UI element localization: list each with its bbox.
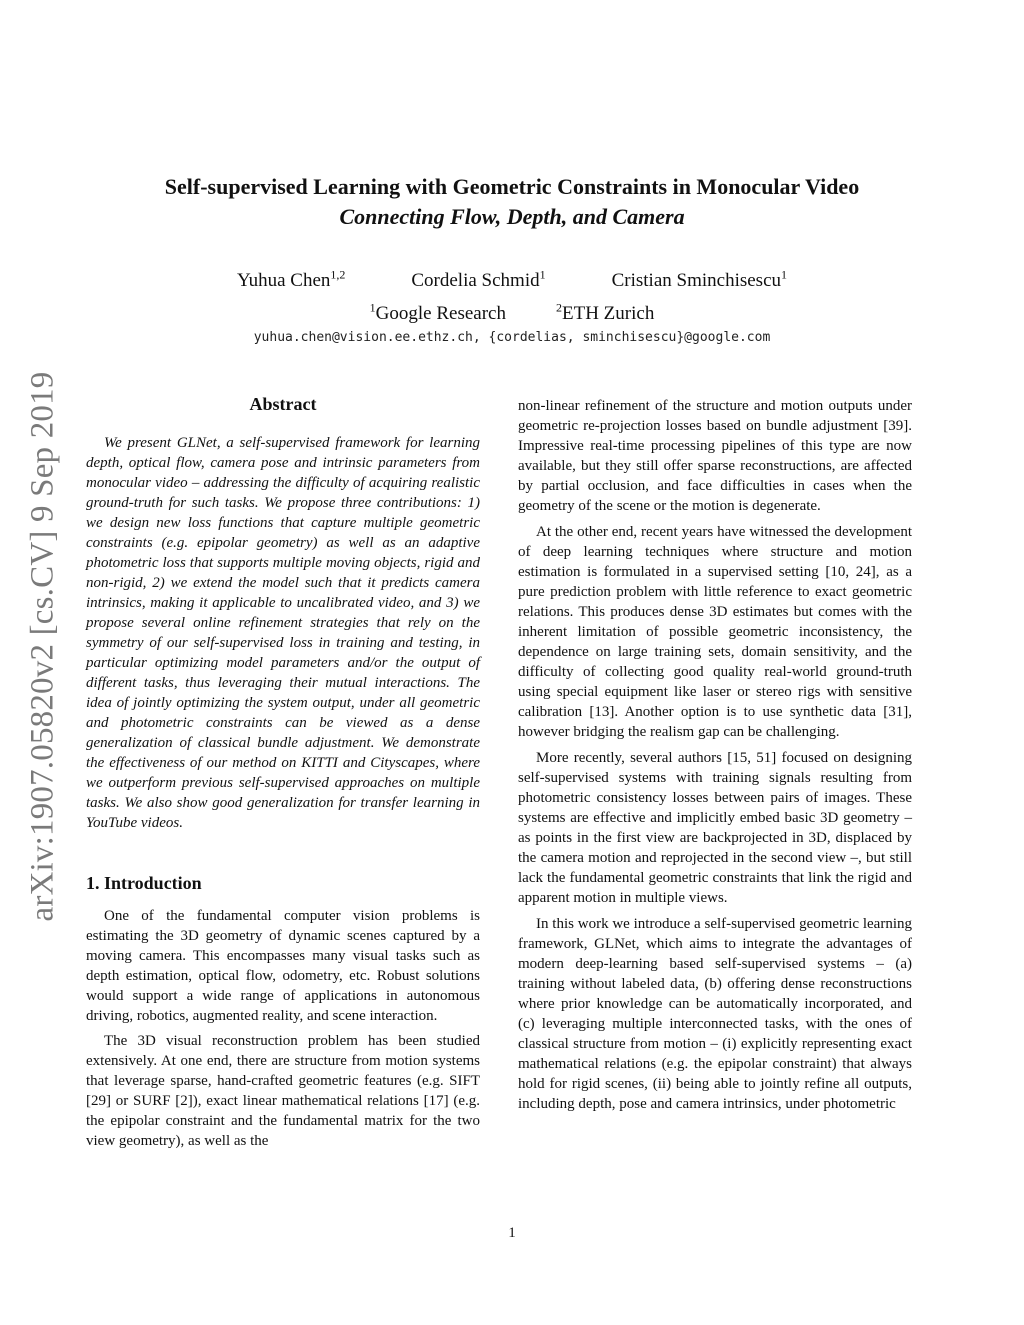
paragraph: One of the fundamental computer vision problems is estimating the 3D geometry of dynamic scenes captured by a moving camera. This encompasses many visual tasks such as depth estimation, optical flow, odometry, etc. Robust solutions would support a wide range of applications in autonomous driving, robotics, augmented reality, and scene interaction. <box>86 908 480 1024</box>
paragraph: In this work we introduce a self-supervised geometric learning framework, GLNet, which aims to integrate the advantages of modern deep-learning based self-supervised systems – (a) training without labeled data, (b) offering dense reconstructions where prior knowledge can be automatically incorporated, and (c) leveraging multiple interconnected tasks, with the ones of classical structure from motion – (i) explicitly representing exact mathematical relations (e.g. the epipolar constraint) that always hold for rigid scenes, (ii) being able to jointly refine all outputs, including depth, pose and camera intrinsics, under photometric <box>518 916 912 1112</box>
paper-title: Self-supervised Learning with Geometric Constraints in Monocular Video <box>164 174 860 199</box>
author-emails: yuhua.chen@vision.ee.ethz.ch, {cordelias, sminchisescu}@google.com <box>253 330 771 345</box>
paragraph: non-linear refinement of the structure and motion outputs under geometric re-projection losses based on bundle adjustment [39]. Impressive real-time processing pipelines of this type are now available, but they still offer sparse reconstructions, are affected by partial occlusion, and face difficulties in cases when the geometry of the scene or the motion is degenerate. <box>518 398 912 514</box>
author: Cordelia Schmid$^1$ <box>411 267 546 291</box>
introduction-heading: 1. Introduction <box>86 873 202 893</box>
title-block <box>0 172 1024 232</box>
paper-subtitle: Connecting Flow, Depth, and Camera <box>339 204 685 229</box>
left-column <box>86 394 480 1156</box>
paragraph: The 3D visual reconstruction problem has been studied extensively. At one end, there are structure from motion systems that leverage sparse, hand-crafted geometric features (e.g. SIFT [29] or SURF [2]), exact linear mathematical relations [17] (e.g. the epipolar constraint and the fundamental matrix for the two view geometry), as well as the <box>86 1033 480 1149</box>
author-list <box>0 267 1024 292</box>
paragraph: More recently, several authors [15, 51] focused on designing self-supervised systems with training signals resulting from photometric consistency losses between pairs of images. These systems are effective and implicitly embed basic 3D geometry – as points in the first view are backprojected in 3D, displaced by the camera motion and reprojected in the second view –, but still lack the fundamental geometric constraints that link the rigid and apparent motion in multiple views. <box>518 750 912 906</box>
affiliation: $^2$ETH Zurich <box>555 300 655 324</box>
right-column <box>518 396 912 1120</box>
author: Cristian Sminchisescu$^1$ <box>611 267 788 291</box>
abstract-text: We present GLNet, a self-supervised framework for learning depth, optical flow, camera pose and intrinsic parameters from monocular video – addressing the difficulty of acquiring realistic ground-truth for such tasks. We propose three contributions: 1) we design new loss functions that capture multiple geometric constraints (e.g. epipolar geometry) as well as an adaptive photometric loss that supports multiple moving objects, rigid and non-rigid, 2) we extend the model such that it predicts camera intrinsics, making it applicable to uncalibrated video, and 3) we propose several online refinement strategies that rely on the symmetry of our self-supervised loss in training and testing, in particular optimizing model parameters and/or the output of different tasks, thus leveraging their mutual interactions. The idea of jointly optimizing the system output, under all geometric and photometric constraints can be viewed as a dense generalization of classical bundle adjustment. We demonstrate the effectiveness of our method on KITTI and Cityscapes, where we outperform previous self-supervised approaches on multiple tasks. We also show good generalization for transfer learning in YouTube videos. <box>86 435 480 831</box>
author: Yuhua Chen$^{1,2}$ <box>236 267 346 291</box>
affiliation-list <box>0 300 1024 325</box>
page-number: 1 <box>508 1225 516 1241</box>
arxiv-side-stamp: arXiv:1907.05820v2 [cs.CV] 9 Sep 2019 <box>24 371 61 922</box>
abstract-heading: Abstract <box>249 394 317 414</box>
affiliation: $^1$Google Research <box>369 300 506 324</box>
paragraph: At the other end, recent years have witnessed the development of deep learning techniques where structure and motion estimation is formulated in a supervised setting [10, 24], as a pure prediction problem with little reference to exact geometric relations. This produces dense 3D estimates but comes with the inherent limitation of possible geometric inconsistency, the dependence on large training sets, domain sensitivity, and the difficulty of collecting good quality real-world ground-truth using special equipment like laser or stereo rigs with sensitive calibration [13]. Another option is to use synthetic data [31], however bridging the realism gap can be challenging. <box>518 524 912 740</box>
